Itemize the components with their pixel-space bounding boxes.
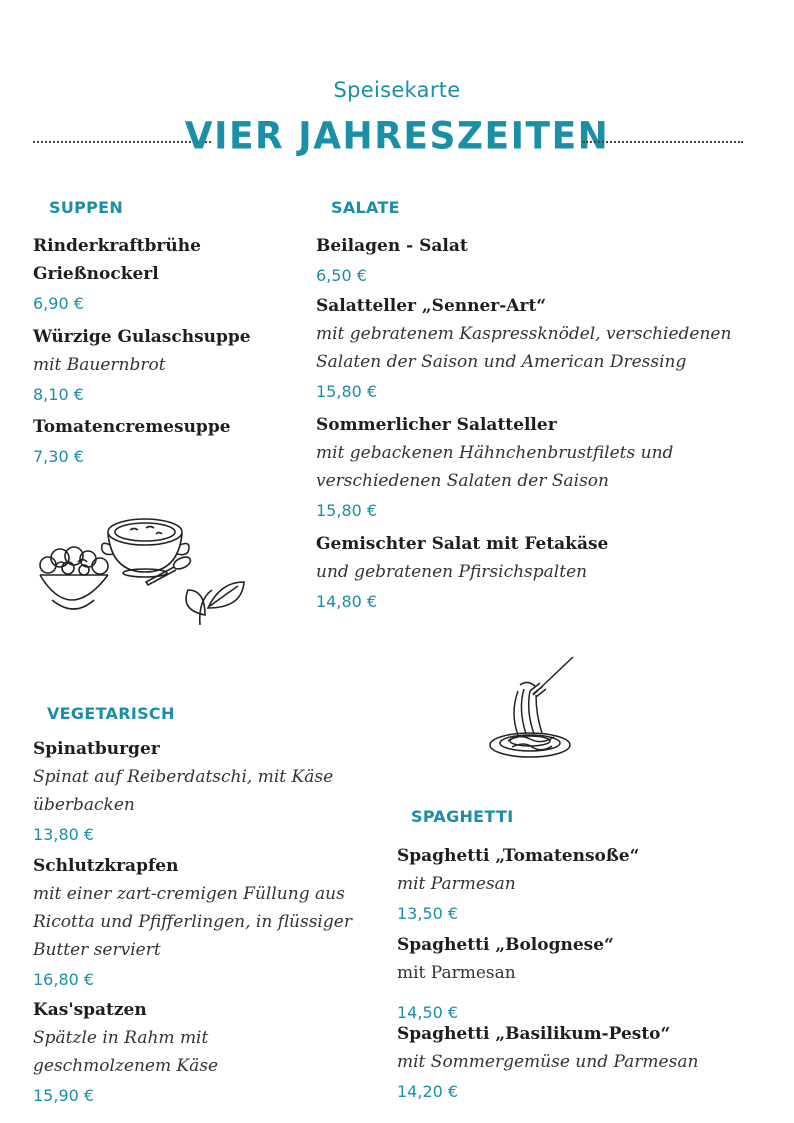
section-heading-spaghetti: SPAGHETTI: [411, 807, 514, 826]
item-price: 13,50 €: [397, 904, 459, 923]
item-name: Schlutzkrapfen: [33, 856, 179, 876]
item-description: mit Parmesan: [397, 963, 516, 983]
item-description: überbacken: [33, 795, 135, 815]
item-description: Spätzle in Rahm mit: [33, 1028, 209, 1048]
menu-item-tomatencremesuppe: [33, 413, 231, 471]
menu-item-beilagen-salat: [316, 232, 468, 290]
item-name: Spaghetti „Tomatensoße“: [397, 846, 640, 866]
item-name: Tomatencremesuppe: [33, 417, 231, 437]
section-heading-salate: SALATE: [331, 198, 400, 217]
item-price: 15,90 €: [33, 1086, 95, 1105]
item-name: Gemischter Salat mit Fetakäse: [316, 534, 609, 554]
item-description: Spinat auf Reiberdatschi, mit Käse: [33, 767, 334, 787]
item-description: Salaten der Saison und American Dressing: [316, 352, 687, 372]
leaf-icon: [186, 582, 244, 625]
item-name: Grießnockerl: [33, 264, 159, 284]
item-name: Sommerlicher Salatteller: [316, 415, 557, 435]
item-name: Salatteller „Senner-Art“: [316, 296, 547, 316]
item-description: mit Parmesan: [397, 874, 516, 894]
item-description: geschmolzenem Käse: [33, 1056, 219, 1076]
section-heading-vegetarisch: VEGETARISCH: [47, 704, 175, 723]
item-description: mit gebratenem Kaspressknödel, verschiedenen: [316, 324, 732, 344]
section-heading-suppen: SUPPEN: [49, 198, 124, 217]
menu-subtitle: Speisekarte: [333, 78, 461, 102]
item-name: Würzige Gulaschsuppe: [33, 327, 251, 347]
menu-item-schlutzkrapfen: [33, 852, 352, 994]
item-name: Beilagen - Salat: [316, 236, 468, 256]
menu-item-spaghetti-pesto: [397, 1020, 698, 1106]
menu-item-kasspatzen: [33, 996, 218, 1110]
item-name: Kas'spatzen: [33, 1000, 147, 1020]
menu-item-spinatburger: [33, 735, 333, 849]
menu-item-salatteller-senner: [316, 292, 731, 406]
divider-right: [583, 141, 743, 143]
item-description: mit Sommergemüse und Parmesan: [397, 1052, 699, 1072]
item-price: 14,20 €: [397, 1082, 459, 1101]
item-name: Rinderkraftbrühe: [33, 236, 201, 256]
item-price: 15,80 €: [316, 382, 378, 401]
item-description: Ricotta und Pfifferlingen, in flüssiger: [33, 912, 352, 932]
item-price: 15,80 €: [316, 501, 378, 520]
item-price: 14,50 €: [397, 1003, 459, 1022]
menu-item-rinderkraftbruehe: [33, 232, 201, 318]
item-price: 6,90 €: [33, 294, 84, 313]
item-description: verschiedenen Salaten der Saison: [316, 471, 609, 491]
item-price: 8,10 €: [33, 385, 84, 404]
item-description: Butter serviert: [33, 940, 161, 960]
item-price: 7,30 €: [33, 447, 84, 466]
item-description: mit Bauernbrot: [33, 355, 166, 375]
item-description: und gebratenen Pfirsichspalten: [316, 562, 588, 582]
menu-item-gulaschsuppe: [33, 323, 251, 409]
soup-salad-illustration: [30, 510, 260, 635]
item-name: Spaghetti „Bolognese“: [397, 935, 614, 955]
menu-item-spaghetti-tomatensosse: [397, 842, 639, 928]
item-description: mit einer zart-cremigen Füllung aus: [33, 884, 345, 904]
item-name: Spinatburger: [33, 739, 160, 759]
item-price: 14,80 €: [316, 592, 378, 611]
item-name: Spaghetti „Basilikum-Pesto“: [397, 1024, 671, 1044]
salad-bowl-icon: [40, 547, 108, 609]
item-description: mit gebackenen Hähnchenbrustfilets und: [316, 443, 674, 463]
menu-item-gemischter-salat: [316, 530, 608, 616]
item-price: 13,80 €: [33, 825, 95, 844]
spaghetti-fork-icon: [478, 655, 578, 765]
restaurant-title: VIER JAHRESZEITEN: [184, 114, 610, 159]
menu-item-sommerlicher-salatteller: [316, 411, 673, 525]
item-price: 6,50 €: [316, 266, 367, 285]
menu-item-spaghetti-bolognese: [397, 931, 614, 1027]
item-price: 16,80 €: [33, 970, 95, 989]
